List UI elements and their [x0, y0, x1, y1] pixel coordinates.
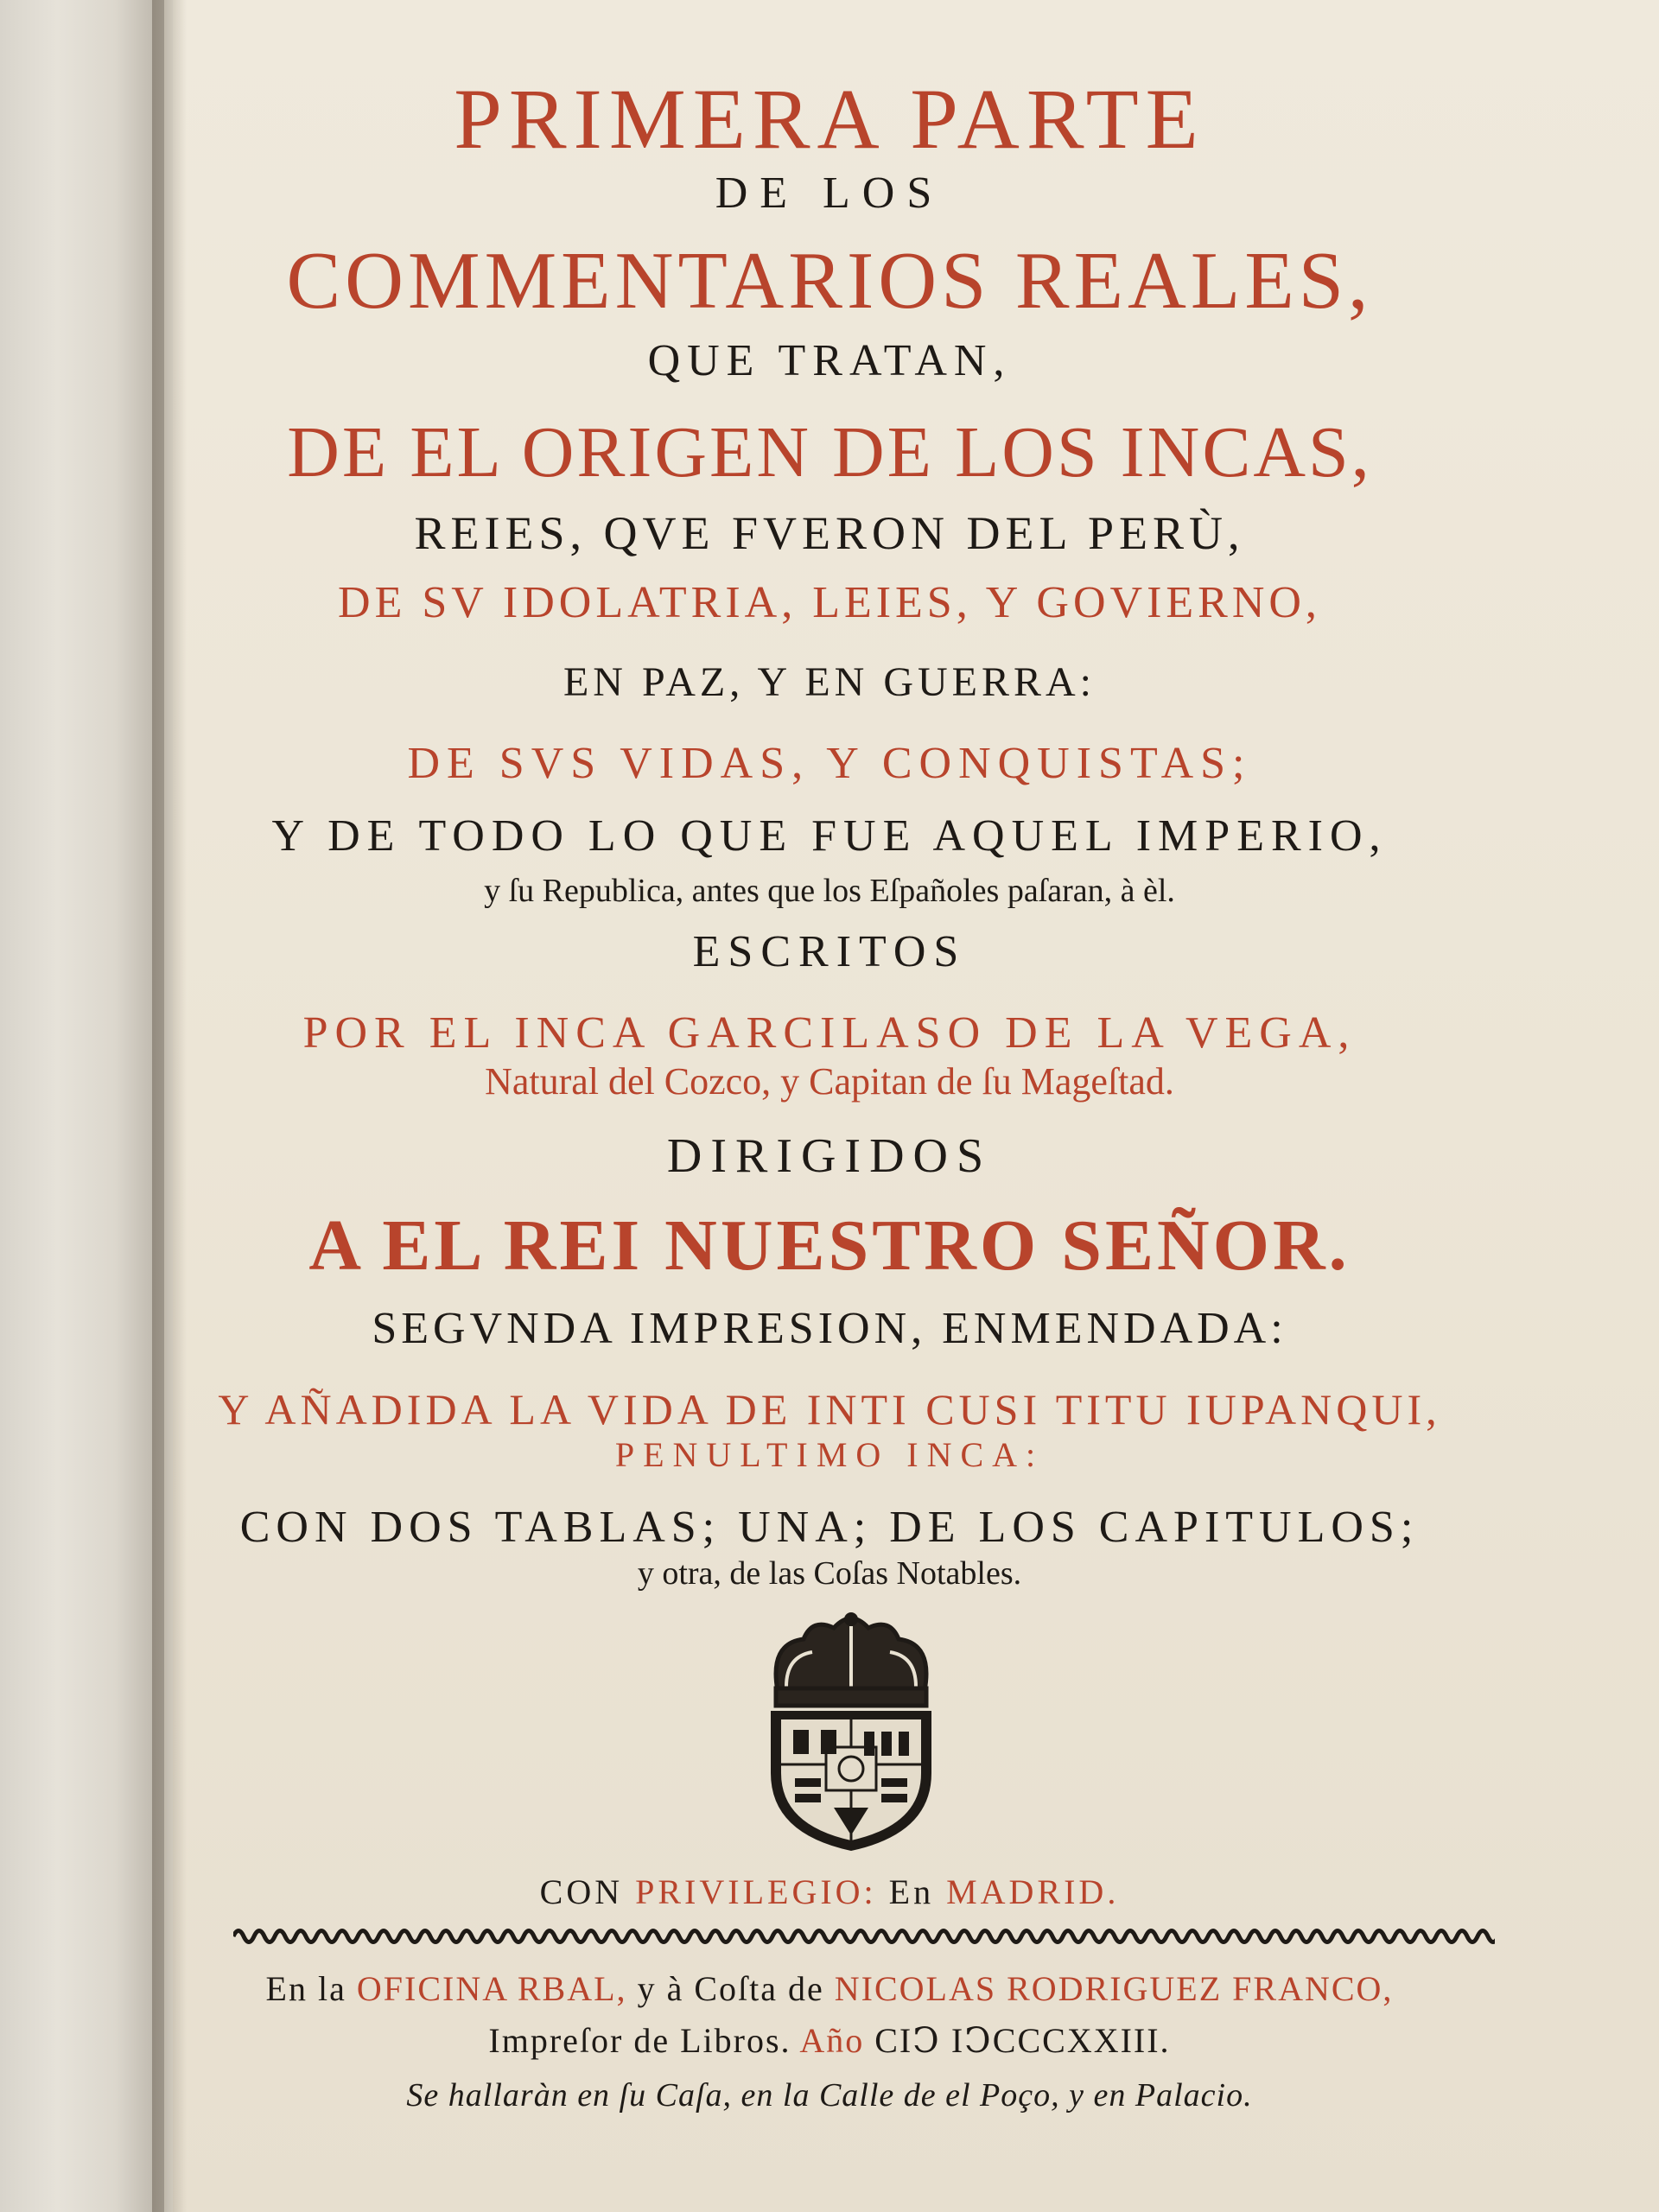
title-vidas-conquistas: DE SVS VIDAS, Y CONQUISTAS;: [407, 739, 1252, 788]
ornament-rule: [233, 1923, 1495, 1949]
edition-anadida: Y AÑADIDA LA VIDA DE INTI CUSI TITU IUPANQUI,: [218, 1385, 1441, 1433]
title-origen-incas: DE EL ORIGEN DE LOS INCAS,: [287, 412, 1372, 493]
edition-segunda: SEGVNDA IMPRESION, ENMENDADA:: [372, 1304, 1287, 1353]
title-aquel-imperio: Y DE TODO LO QUE FUE AQUEL IMPERIO,: [271, 811, 1388, 861]
privilege-city: MADRID.: [946, 1872, 1120, 1911]
title-commentarios-reales: COMMENTARIOS REALES,: [286, 236, 1373, 326]
title-idolatria: DE SV IDOLATRIA, LEIES, Y GOVIERNO,: [338, 578, 1321, 627]
imprint-costa: y à Coſta de: [637, 1969, 824, 2008]
title-en-paz: EN PAZ, Y EN GUERRA:: [563, 659, 1096, 705]
imprint-oficina-line: [173, 1969, 1486, 2008]
tables-cosas: y otra, de las Coſas Notables.: [637, 1555, 1022, 1592]
title-de-los: DE LOS: [715, 168, 944, 218]
privilege-con: CON: [539, 1872, 624, 1911]
title-dirigidos: DIRIGIDOS: [666, 1129, 993, 1183]
title-reies: REIES, QVE FVERON DEL PERÙ,: [414, 507, 1245, 559]
ornament-wave: [233, 1931, 1495, 1942]
privilege-line: [173, 1872, 1486, 1911]
edition-penultimo: PENULTIMO INCA:: [614, 1435, 1045, 1474]
dedication-rei: A EL REI NUESTRO SEÑOR.: [308, 1205, 1351, 1286]
privilege-en: En: [888, 1872, 935, 1911]
imprint-year-line: [173, 2021, 1486, 2060]
imprint-year: CIↃ IↃCCCXXIII.: [874, 2021, 1171, 2060]
imprint-en-la: En la: [265, 1969, 346, 2008]
privilege-word: PRIVILEGIO:: [635, 1872, 877, 1911]
imprint-impresor: Impreſor de Libros.: [488, 2021, 791, 2060]
imprint-printer: NICOLAS RODRIGUEZ FRANCO,: [834, 1969, 1394, 2008]
fly-leaf: [0, 0, 164, 2212]
imprint-sold-at: Se hallaràn en ſu Caſa, en la Calle de el Poço, y en Palacio.: [406, 2077, 1253, 2113]
title-que-tratan: QUE TRATAN,: [647, 336, 1012, 385]
author-line: POR EL INCA GARCILASO DE LA VEGA,: [302, 1008, 1357, 1058]
imprint-ano: Año: [799, 2021, 865, 2060]
author-natural: Natural del Cozco, y Capitan de ſu Mageſtad.: [485, 1060, 1174, 1103]
title-republica: y ſu Republica, antes que los Eſpañoles paſaran, à èl.: [484, 873, 1175, 909]
title-primera-parte: PRIMERA PARTE: [454, 71, 1205, 167]
royal-coat-of-arms-icon: [752, 1609, 950, 1859]
imprint-oficina: OFICINA RBAL,: [356, 1969, 627, 2008]
title-escritos: ESCRITOS: [692, 927, 967, 976]
tables-line: CON DOS TABLAS; UNA; DE LOS CAPITULOS;: [239, 1503, 1420, 1552]
